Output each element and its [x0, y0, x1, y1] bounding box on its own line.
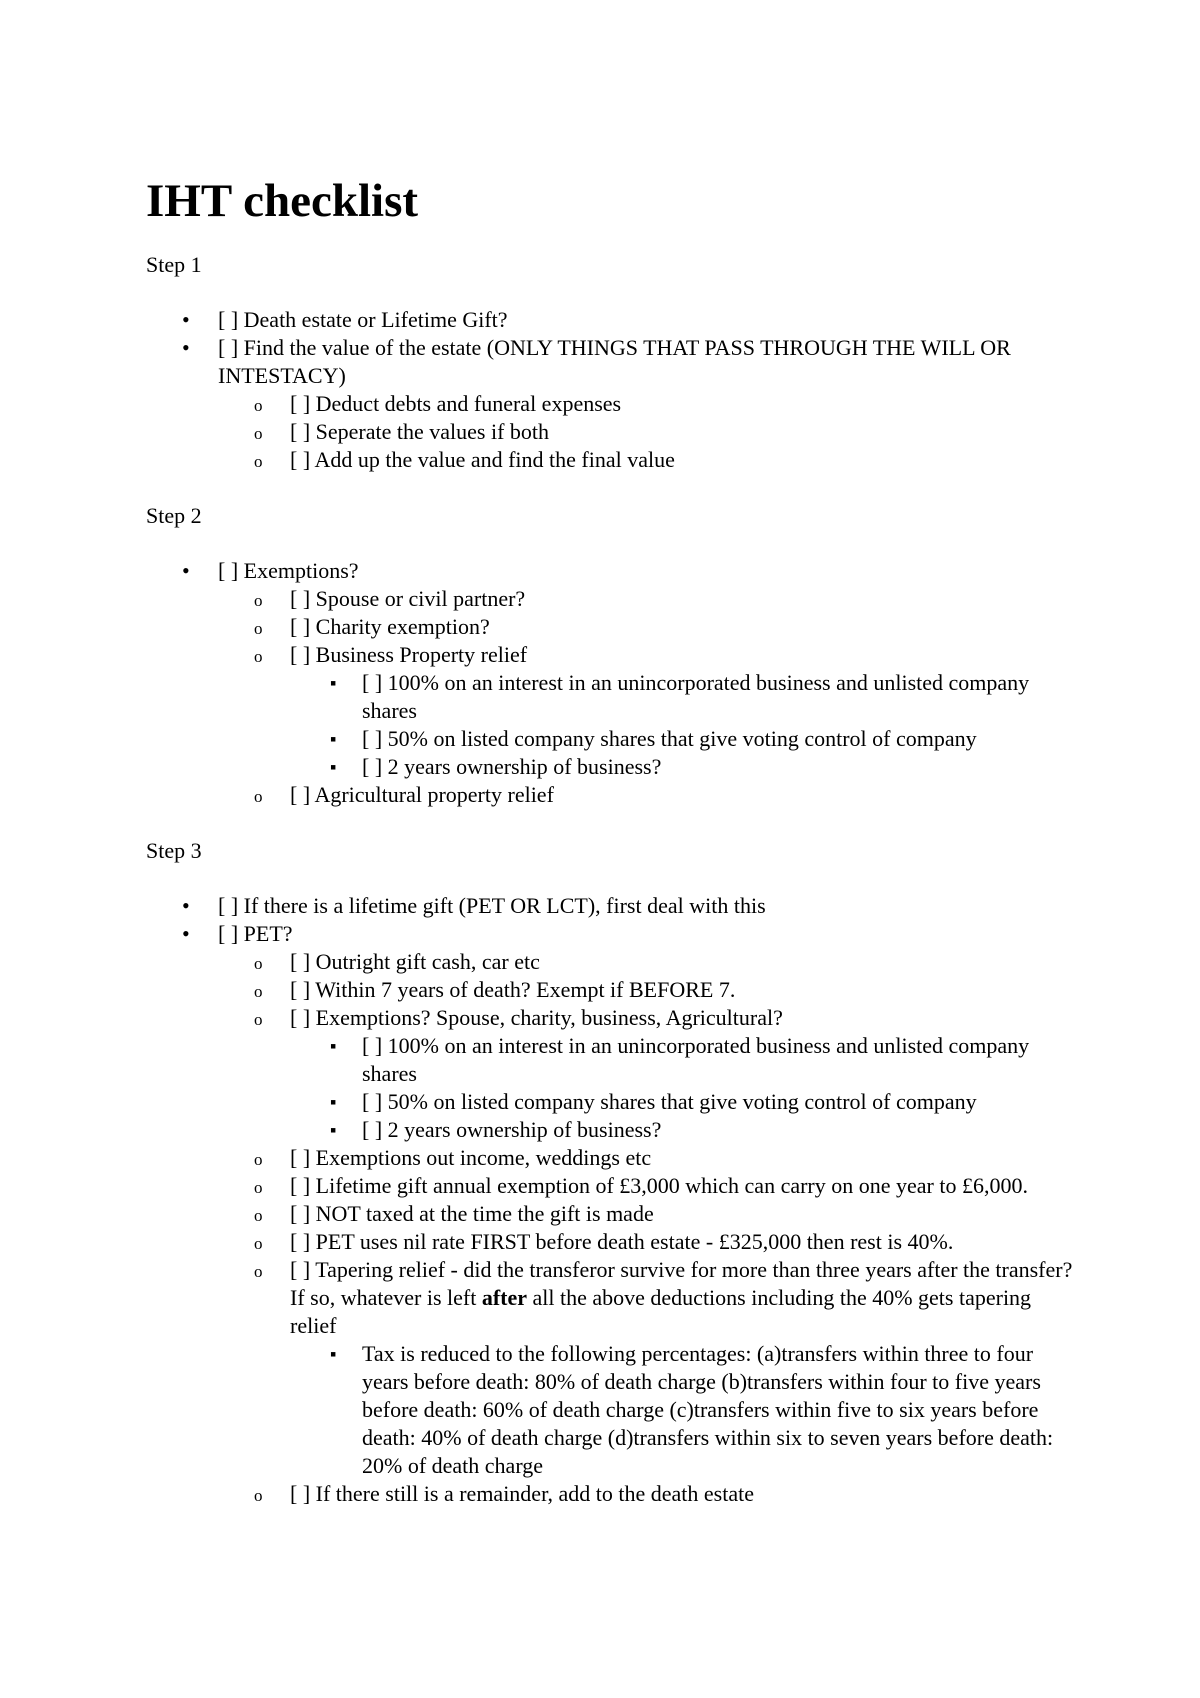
checklist-item-text: [ ] Find the value of the estate (ONLY THINGS THAT PASS THROUGH THE WILL OR INTESTACY)	[218, 335, 1011, 388]
checklist-item	[146, 557, 1076, 809]
checklist-subitem: o [ ] Lifetime gift annual exemption of £3,000 which can carry on one year to £6,000.	[218, 1172, 1076, 1200]
checklist-subitem: o [ ] NOT taxed at the time the gift is made	[218, 1200, 1076, 1228]
step-2-heading: Step 2	[146, 503, 202, 528]
document-title: IHT checklist	[146, 175, 419, 227]
checklist-detail: ▪ [ ] 50% on listed company shares that give voting control of company	[290, 1088, 1076, 1116]
checklist-subitem	[218, 1256, 1076, 1480]
step-3-heading: Step 3	[146, 838, 202, 863]
bpr-sublist	[362, 669, 1076, 781]
checklist-subitem: o [ ] PET uses nil rate FIRST before death estate - £325,000 then rest is 40%.	[218, 1228, 1076, 1256]
checklist-subitem: o [ ] Agricultural property relief	[218, 781, 1076, 809]
checklist-subitem: o [ ] Seperate the values if both	[218, 418, 1076, 446]
step-1-heading: Step 1	[146, 252, 202, 277]
checklist-subitem: o [ ] Spouse or civil partner?	[218, 585, 1076, 613]
checklist-subitem-text: [ ] Business Property relief	[290, 642, 528, 667]
checklist-item	[146, 920, 1076, 1508]
checklist-subitem: o [ ] Deduct debts and funeral expenses	[218, 390, 1076, 418]
document-page	[146, 170, 1076, 1508]
checklist-item: • [ ] Death estate or Lifetime Gift?	[146, 306, 1076, 334]
checklist-item: • [ ] If there is a lifetime gift (PET OR LCT), first deal with this	[146, 892, 1076, 920]
checklist-item-text: [ ] PET?	[218, 921, 293, 946]
checklist-detail: ▪ [ ] 2 years ownership of business?	[290, 1116, 1076, 1144]
checklist-detail: ▪ [ ] 50% on listed company shares that give voting control of company	[290, 725, 1076, 753]
checklist-subitem: o [ ] Outright gift cash, car etc	[218, 948, 1076, 976]
checklist-detail: ▪ [ ] 2 years ownership of business?	[290, 753, 1076, 781]
checklist-detail: ▪ [ ] 100% on an interest in an unincorporated business and unlisted company shares	[290, 1032, 1076, 1088]
step-1-sublist	[290, 390, 1076, 474]
checklist-subitem	[218, 1004, 1076, 1144]
step-3-list	[146, 892, 1076, 1508]
checklist-subitem-text: [ ] Exemptions? Spouse, charity, business, Agricultural?	[290, 1005, 783, 1030]
checklist-subitem: o [ ] Exemptions out income, weddings etc	[218, 1144, 1076, 1172]
tapering-text-before: [ ] Tapering relief - did the transferor survive for more than three years after the transfer? If so, whatever is left	[290, 1257, 1073, 1310]
step-2-list	[146, 557, 1076, 809]
exemptions-sublist	[362, 1032, 1076, 1144]
checklist-detail: ▪ [ ] 100% on an interest in an unincorporated business and unlisted company shares	[290, 669, 1076, 725]
checklist-subitem: o [ ] If there still is a remainder, add to the death estate	[218, 1480, 1076, 1508]
step-1-list	[146, 306, 1076, 474]
checklist-item	[146, 334, 1076, 474]
step-3-sublist	[290, 948, 1076, 1508]
tapering-text-bold: after	[481, 1285, 528, 1310]
step-2-sublist	[290, 585, 1076, 809]
checklist-detail: ▪ Tax is reduced to the following percentages: (a)transfers within three to four years before death: 80% of death charge (b)transfers within four to five years before death: 60% of death charge (c)transfers within five to six years before death: 40% of death charge (d)transfers within six to seven years before death: 20% of death charge	[290, 1340, 1076, 1480]
tapering-text-after: all the above deductions including the 40% gets tapering relief	[290, 1285, 1032, 1338]
checklist-subitem: o [ ] Add up the value and find the final value	[218, 446, 1076, 474]
checklist-subitem: o [ ] Within 7 years of death? Exempt if BEFORE 7.	[218, 976, 1076, 1004]
checklist-subitem	[218, 641, 1076, 781]
tapering-sublist	[362, 1340, 1076, 1480]
checklist-subitem: o [ ] Charity exemption?	[218, 613, 1076, 641]
checklist-item-text: [ ] Exemptions?	[218, 558, 359, 583]
